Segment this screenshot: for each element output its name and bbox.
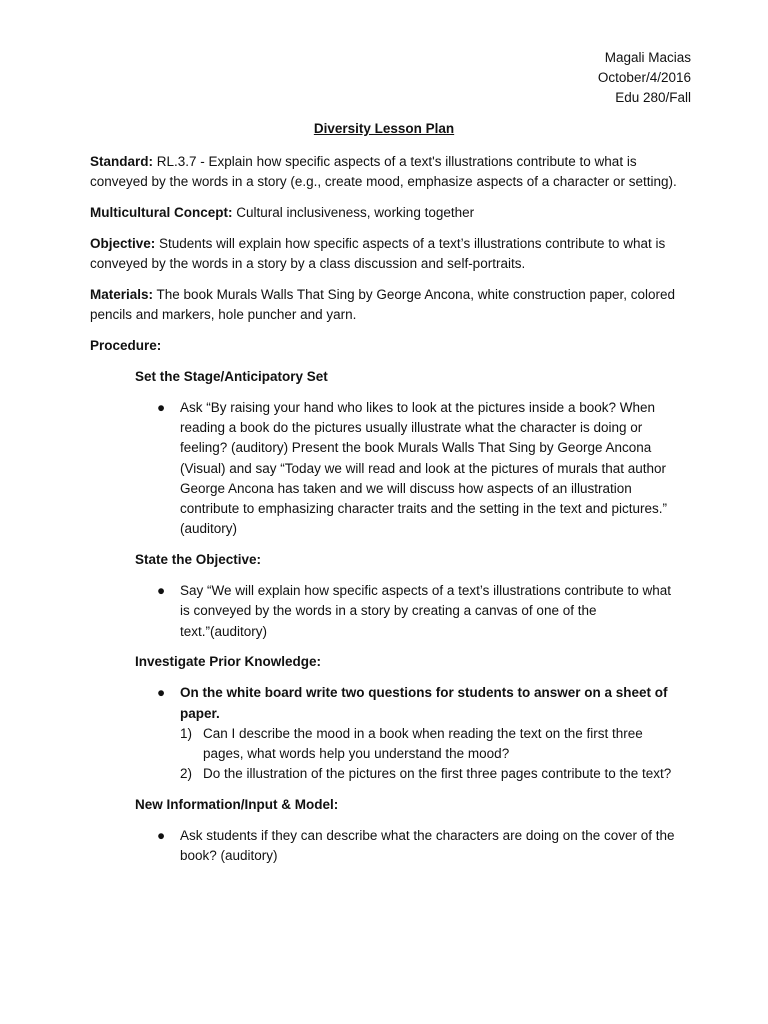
new-info-bullet-text: Ask students if they can describe what the characters are doing on the cover of the book? (auditory) (180, 828, 675, 864)
materials-text: The book Murals Walls That Sing by George Ancona, white construction paper, colored pencils and markers, hole puncher and yarn. (90, 286, 676, 323)
set-stage-bullet-text: Ask “By raising your hand who likes to look at the pictures inside a book? When reading a book do the pictures usually illustrate what the character is doing or feeling? (auditory) Present the book Murals Walls That Sing by George Ancona (Visual) and say “Today we will read and look at the pictures of murals that author George Ancona has taken and we will discuss how aspects of an illustration contribute to emphasizing character traits and the setting in the text and pictures.” (auditory) (180, 399, 668, 537)
multicultural-paragraph (90, 203, 680, 223)
course-name: Edu 280/Fall (615, 90, 691, 105)
objective-label: Objective: (90, 235, 156, 251)
prior-knowledge-heading: Investigate Prior Knowledge: (135, 654, 322, 670)
standard-label: Standard: (90, 154, 154, 169)
multicultural-text: Cultural inclusiveness, working together (232, 205, 475, 221)
state-objective-bullet (157, 581, 680, 642)
prior-knowledge-bullet (157, 683, 680, 784)
standard-text: RL.3.7 - Explain how specific aspects of a text's illustrations contribute to what is conveyed by the words in a story (e.g., create mood, emphasize aspects of a character or setting). (90, 154, 677, 190)
state-objective-bullet-text: Say “We will explain how specific aspects of a text’s illustrations contribute to what is conveyed by the words in a story by creating a canvas of one of the text.”(auditory) (180, 583, 671, 639)
bullet-icon: ● (157, 399, 166, 415)
author-header (598, 48, 691, 108)
question-text: Do the illustration of the pictures on the first three pages contribute to the text? (203, 766, 672, 782)
objective-paragraph (90, 234, 680, 275)
lesson-body (90, 152, 680, 877)
prior-knowledge-bullet-text: On the white board write two questions for students to answer on a sheet of paper. (180, 685, 668, 721)
bullet-icon: ● (157, 583, 166, 599)
author-name: Magali Macias (604, 50, 691, 65)
set-stage-bullet (157, 398, 680, 540)
document-date: October/4/2016 (597, 70, 691, 85)
question-item (180, 764, 680, 784)
new-info-heading: New Information/Input & Model: (135, 797, 339, 813)
multicultural-label: Multicultural Concept: (90, 205, 233, 221)
prior-knowledge-bullet-body (180, 683, 680, 784)
question-number: 1) (180, 725, 193, 741)
question-number: 2) (180, 766, 193, 782)
materials-paragraph (90, 285, 680, 326)
bullet-icon: ● (157, 685, 166, 701)
set-stage-heading: Set the Stage/Anticipatory Set (135, 368, 328, 384)
standard-paragraph (90, 152, 680, 193)
question-text: Can I describe the mood in a book when reading the text on the first three pages, what words help you understand the mood? (203, 725, 643, 762)
materials-label: Materials: (90, 286, 154, 302)
objective-text: Students will explain how specific aspects of a text’s illustrations contribute to what is conveyed by the words in a story by a class discussion and self-portraits. (90, 235, 666, 272)
procedure-heading: Procedure: (90, 338, 162, 354)
new-info-bullet (157, 826, 680, 867)
document-title: Diversity Lesson Plan (313, 121, 455, 136)
state-objective-heading: State the Objective: (135, 552, 262, 568)
question-list (180, 724, 680, 785)
bullet-icon: ● (157, 828, 166, 844)
question-item (180, 724, 680, 765)
